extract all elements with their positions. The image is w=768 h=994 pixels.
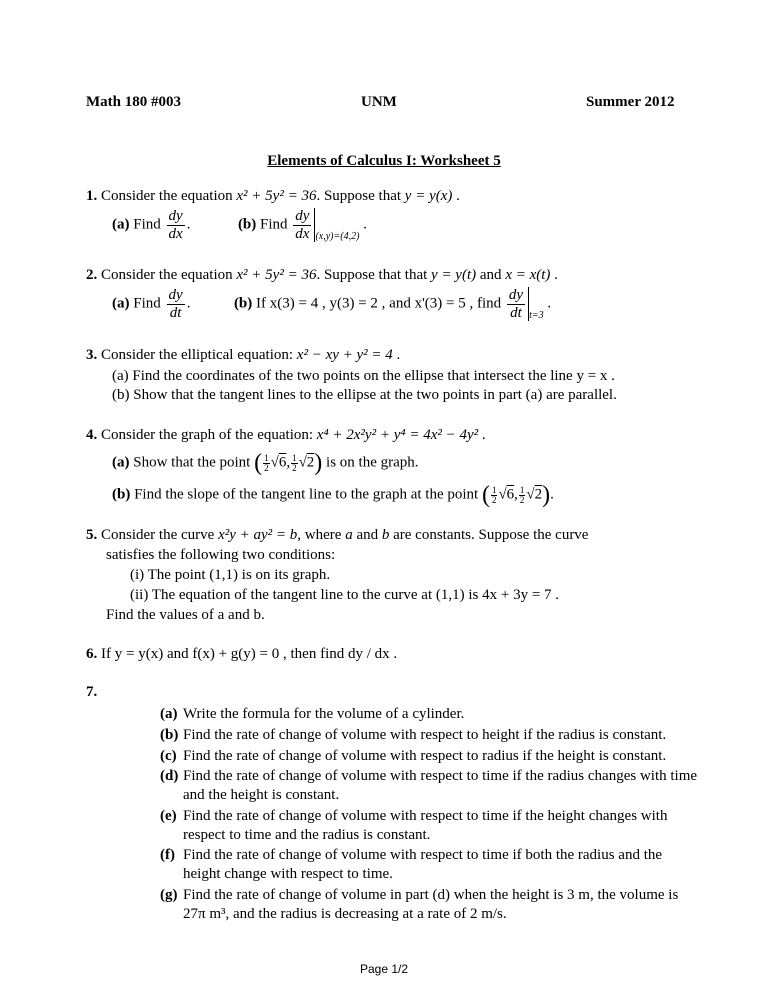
problem-4: 4. Consider the graph of the equation: x⁴ + 2x²y² + y⁴ = 4x² − 4y² . — [86, 427, 486, 443]
course-label: Math 180 #003 — [86, 94, 181, 110]
problem-5-line-2: satisfies the following two conditions: — [106, 547, 336, 563]
problem-7-parts — [160, 705, 700, 925]
problem-5-condition-ii: (ii) The equation of the tangent line to the curve at (1,1) is 4x + 3y = 7 . — [130, 587, 560, 603]
dy-dt-fraction: $\frac{dy}{dt}$ — [168, 287, 183, 321]
problem-6: 6. If y = y(x) and f(x) + g(y) = 0 , then find dy / dx . — [86, 646, 398, 662]
dy-dt-eval-fraction: $\frac{dy}{dt}$ — [508, 287, 524, 321]
problem-7-part-c: (c) Find the rate of change of volume with respect to radius if the height is constant. — [160, 747, 667, 764]
dy-dx-fraction: $\frac{dy}{dx}$ — [168, 208, 183, 242]
problem-5-find: Find the values of a and b. — [106, 607, 265, 623]
problem-7: 7. — [86, 684, 98, 700]
dy-dx-eval-fraction: $\frac{dy}{dx}$ — [295, 208, 310, 242]
problem-3: 3. Consider the elliptical equation: x² − xy + y² = 4 . — [86, 347, 401, 363]
problem-5-condition-i: (i) The point (1,1) is on its graph. — [130, 567, 331, 583]
problem-7-part-a: (a) Write the formula for the volume of a cylinder. — [160, 706, 465, 722]
problem-7-part-e: (e) Find the rate of change of volume with respect to time if the height changes with respect to time and the radius is constant. — [160, 807, 668, 843]
problem-3-part-b: (b) Show that the tangent lines to the ellipse at the two points in part (a) are parallel. — [112, 387, 617, 403]
problem-4-part-a: (a) Show that the point ( $\frac{1}{2}$ √6, $\frac{1}{2}$ √2) is on the graph. — [112, 450, 419, 476]
worksheet-title: Elements of Calculus I: Worksheet 5 — [267, 153, 501, 169]
problem-7-part-d: (d) Find the rate of change of volume with respect to time if the radius changes with time and the height is constant. — [160, 768, 698, 803]
problem-4-part-b: (b) Find the slope of the tangent line to the graph at the point ( $\frac{1}{2}$ √6, $\frac{1}{2}$ √2). — [112, 482, 554, 508]
problem-5: 5. Consider the curve x²y + ay² = b, where a and b are constants. Suppose the curve — [86, 527, 589, 543]
problem-3-part-a: (a) Find the coordinates of the two points on the ellipse that intersect the line y = x . — [112, 368, 615, 384]
term-label: Summer 2012 — [586, 94, 675, 110]
page-number: Page 1/2 — [359, 962, 409, 976]
problem-7-part-g: (g) Find the rate of change of volume in part (d) when the height is 3 m, the volume is 27π m³, and the radius is decreasing at a rate of 2 m/s. — [160, 886, 679, 922]
school-label: UNM — [361, 94, 397, 110]
problem-1: 1. Consider the equation x² + 5y² = 36. Suppose that y = y(x) . — [86, 188, 460, 204]
problem-7-part-b: (b) Find the rate of change of volume with respect to height if the radius is constant. — [160, 726, 667, 743]
problem-2-parts: (a) Find $\frac{dy}{dt}$ . (b) If x(3) = 4 , y(3) = 2 , and x'(3) = 5 , find $\frac{dy}{dt}$ $_{t=3}$ . — [112, 287, 552, 322]
problem-1-parts: (a) Find $\frac{dy}{dx}$ . (b) Find $\frac{dy}{dx}$ $_{(x,y)=(4,2)}$ . — [112, 208, 367, 243]
problem-2: 2. Consider the equation x² + 5y² = 36. Suppose that that y = y(t) and x = x(t) . — [86, 267, 558, 283]
problem-7-part-f: (f) Find the rate of change of volume with respect to time if both the radius and the height change with respect to time. — [160, 847, 663, 882]
